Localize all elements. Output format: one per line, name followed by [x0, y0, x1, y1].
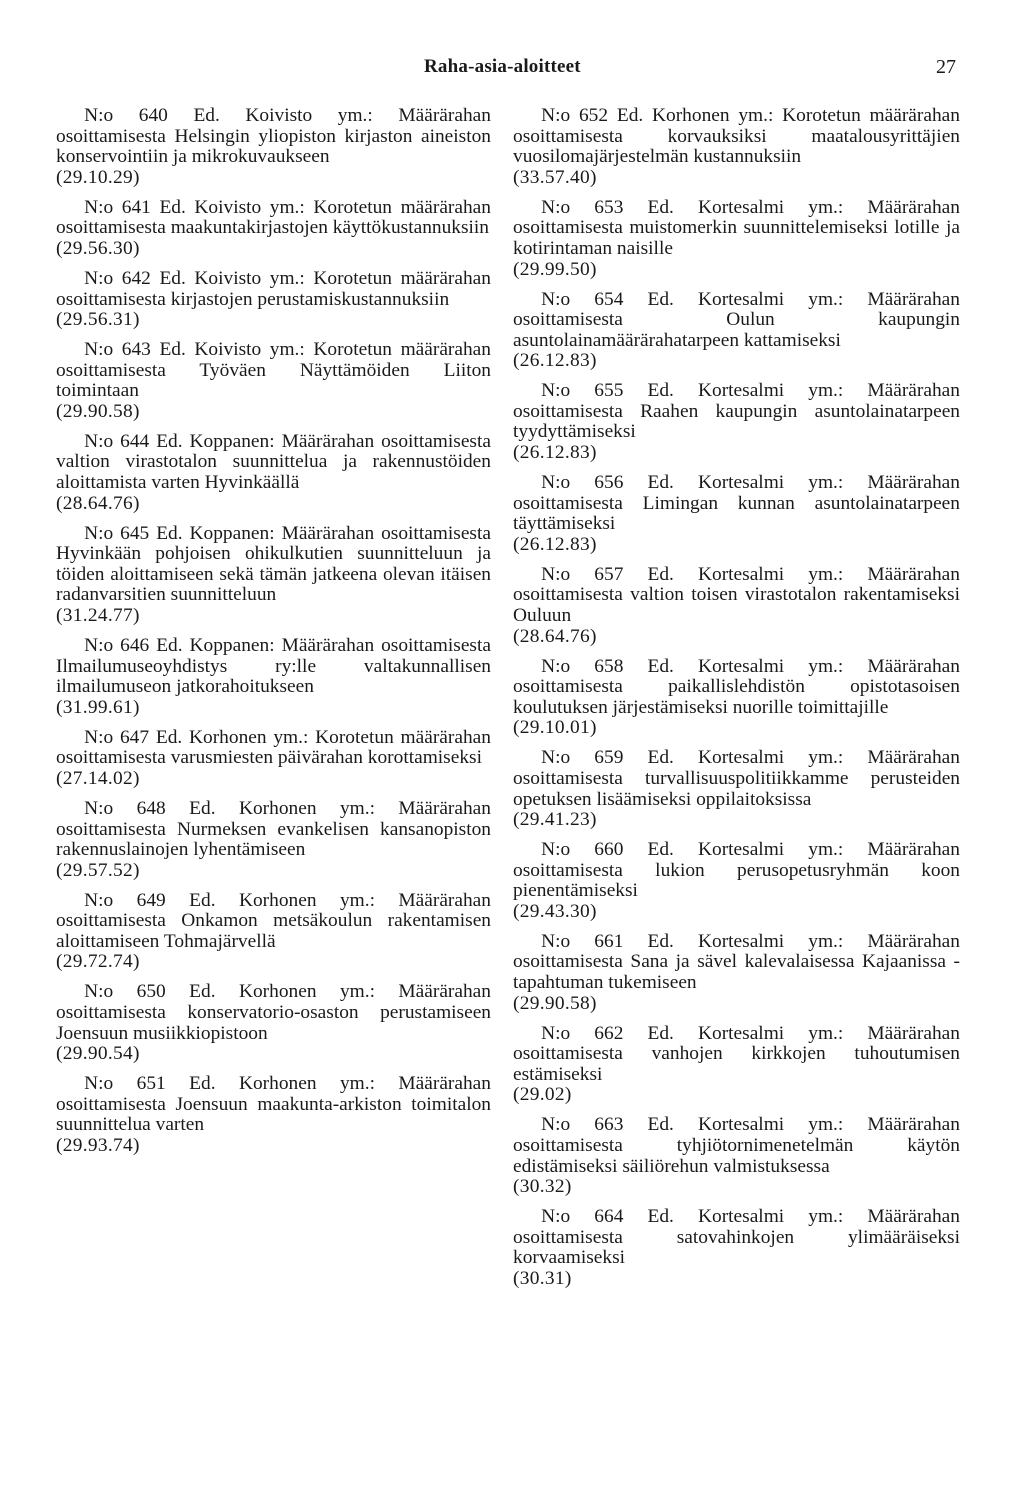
entry-text [56, 106, 491, 168]
entry-title: Määrärahan osoittamisesta Limingan kunnan asuntolainatarpeen täyttämiseksi [513, 472, 960, 535]
initiative-entry [56, 524, 491, 627]
entry-title: Korotetun määrärahan osoittamisesta korvauksiksi maatalousyrittäjien vuosilomajärjestelmän kustannuksiin [513, 105, 960, 168]
entry-title: Määrärahan osoittamisesta Oulun kaupungin asuntolainamäärärahatarpeen kattamiseksi [513, 288, 960, 351]
entry-code: (29.56.31) [56, 309, 140, 331]
entry-text [513, 565, 960, 627]
initiative-entry [513, 290, 960, 372]
entry-code: (30.32) [513, 1176, 572, 1198]
entry-text [56, 269, 491, 310]
entry-number: N:o 659 [541, 747, 624, 769]
entry-author: Ed. Koppanen: [156, 522, 275, 544]
entry-number: N:o 644 [84, 430, 150, 452]
entry-author: Ed. Kortesalmi ym.: [647, 288, 844, 310]
entry-title: Määrärahan osoittamisesta satovahinkojen ylimääräiseksi korvaamiseksi [513, 1206, 960, 1269]
entry-title: Määrärahan osoittamisesta Hyvinkään pohjoisen ohikulkutien suunnitteluun ja töiden aloittamiseen sekä tämän jatkeena olevan itäisen radanvarsitien suunnitteluun [56, 522, 491, 606]
entry-code: (29.99.50) [513, 258, 597, 280]
entry-text [56, 340, 491, 402]
initiative-entry [513, 1024, 960, 1106]
entry-text [56, 891, 491, 953]
entry-number: N:o 656 [541, 472, 624, 494]
entry-text [513, 473, 960, 535]
entry-author: Ed. Koppanen: [156, 635, 275, 656]
entry-title: Määrärahan osoittamisesta vanhojen kirkkojen tuhoutumisen estämiseksi [513, 1022, 960, 1085]
entry-title: Määrärahan osoittamisesta valtion virastotalon suunnittelua ja rakennustöiden aloittamista varten Hyvinkäällä [56, 430, 491, 494]
entry-author: Ed. Korhonen ym.: [189, 797, 375, 819]
initiative-entry [56, 728, 491, 790]
entry-text [513, 840, 960, 902]
initiative-entry [513, 657, 960, 739]
initiative-entry [513, 748, 960, 830]
entry-code: (29.41.23) [513, 809, 597, 831]
entry-author: Ed. Kortesalmi ym.: [647, 1022, 844, 1044]
entry-author: Ed. Kortesalmi ym.: [647, 655, 844, 677]
entry-text [513, 290, 960, 352]
entry-code: (29.93.74) [56, 1135, 140, 1157]
entry-title: Korotetun määrärahan osoittamisesta varusmiesten päivärahan korottamiseksi [56, 726, 491, 769]
entry-title: Määrärahan osoittamisesta Helsingin yliopiston kirjaston aineiston konservointiin ja mikrokuvaukseen [56, 105, 491, 168]
entry-author: Ed. Korhonen ym.: [189, 889, 375, 911]
entry-code: (29.56.30) [56, 237, 140, 259]
entry-text [56, 524, 491, 606]
entry-code: (31.99.61) [56, 696, 140, 718]
entry-number: N:o 654 [541, 288, 624, 310]
entry-author: Ed. Korhonen ym.: [155, 726, 309, 748]
entry-author: Ed. Koppanen: [156, 430, 275, 452]
entry-number: N:o 648 [84, 797, 166, 819]
entry-number: N:o 658 [541, 655, 624, 677]
entry-title: Määrärahan osoittamisesta Sana ja sävel kalevalaisessa Kajaanissa -tapahtuman tukemiseen [513, 930, 960, 994]
entry-title: Määrärahan osoittamisesta konservatorio-osaston perustamiseen Joensuun musiikkiopistoon [56, 981, 491, 1044]
entry-number: N:o 657 [541, 563, 624, 585]
entry-author: Ed. Kortesalmi ym.: [647, 930, 844, 952]
entry-title: Määrärahan osoittamisesta Joensuun maakunta-arkiston toimitalon suunnittelua varten [56, 1073, 491, 1136]
entry-code: (29.02) [513, 1084, 572, 1106]
entry-author: Ed. Kortesalmi ym.: [647, 380, 844, 402]
entry-title: Korotetun määrärahan osoittamisesta kirjastojen perustamiskustannuksiin [56, 267, 491, 310]
initiative-entry [513, 198, 960, 280]
running-header [0, 56, 1024, 86]
entry-text [513, 657, 960, 719]
entry-text [513, 381, 960, 443]
entry-title: Määrärahan osoittamisesta Onkamon metsäkoulun rakentamisen aloittamiseen Tohmajärvellä [56, 889, 491, 952]
entry-number: N:o 642 [84, 267, 151, 289]
entry-author: Ed. Kortesalmi ym.: [647, 747, 844, 769]
entry-code: (29.90.58) [56, 400, 140, 422]
entry-author: Ed. Kortesalmi ym.: [647, 472, 844, 494]
entry-title: Määrärahan osoittamisesta paikallislehdistön opistotasoisen koulutuksen järjestämiseksi nuorille toimittajille [513, 655, 960, 718]
entry-number: N:o 651 [84, 1073, 166, 1095]
entry-author: Ed. Kortesalmi ym.: [647, 1114, 844, 1136]
initiative-entry [56, 982, 491, 1064]
entry-author: Ed. Kortesalmi ym.: [647, 196, 844, 218]
entry-text [513, 1115, 960, 1177]
entry-title: Määrärahan osoittamisesta tyhjiötornimenetelmän käytön edistämiseksi säiliörehun valmistuksessa [513, 1114, 960, 1177]
entry-title: Määrärahan osoittamisesta Raahen kaupungin asuntolainatarpeen tyydyttämiseksi [513, 380, 960, 443]
initiative-entry [56, 106, 491, 188]
initiative-entry [513, 840, 960, 922]
entry-code: (28.64.76) [56, 492, 140, 514]
entry-number: N:o 660 [541, 839, 624, 861]
entry-author: Ed. Korhonen ym.: [616, 105, 774, 126]
entry-title: Korotetun määrärahan osoittamisesta Työväen Näyttämöiden Liiton toimintaan [56, 339, 491, 402]
initiative-entry [56, 432, 491, 514]
entry-author: Ed. Kortesalmi ym.: [647, 563, 844, 585]
initiative-entry [513, 1115, 960, 1197]
entry-number: N:o 662 [541, 1022, 624, 1044]
initiative-entry [513, 565, 960, 647]
entry-author: Ed. Korhonen ym.: [189, 1073, 375, 1095]
entry-code: (28.64.76) [513, 625, 597, 647]
entry-text [513, 1024, 960, 1086]
entry-code: (26.12.83) [513, 442, 597, 464]
entry-code: (29.10.29) [56, 166, 140, 188]
entry-code: (33.57.40) [513, 166, 597, 188]
entry-text [513, 198, 960, 260]
entry-text [56, 982, 491, 1044]
entry-text [513, 1207, 960, 1269]
initiative-entry [513, 106, 960, 188]
entry-title: Määrärahan osoittamisesta Ilmailumuseoyhdistys ry:lle valtakunnallisen ilmailumuseon jatkorahoitukseen [56, 635, 491, 698]
initiative-entry [513, 1207, 960, 1289]
initiative-entry [56, 340, 491, 422]
entry-code: (26.12.83) [513, 350, 597, 372]
entry-number: N:o 641 [84, 196, 151, 218]
entry-number: N:o 650 [84, 981, 166, 1003]
entry-title: Korotetun määrärahan osoittamisesta maakuntakirjastojen käyttökustannuksiin [56, 196, 491, 239]
running-title: Raha-asia-aloitteet [424, 56, 581, 77]
entry-author: Ed. Koivisto ym.: [159, 267, 305, 289]
entry-title: Määrärahan osoittamisesta muistomerkin suunnittelemiseksi lotille ja kotirintaman naisille [513, 196, 960, 259]
entry-number: N:o 647 [84, 726, 150, 748]
entry-author: Ed. Koivisto ym.: [193, 105, 373, 126]
entry-text [56, 799, 491, 861]
entry-title: Määrärahan osoittamisesta lukion perusopetusryhmän koon pienentämiseksi [513, 839, 960, 902]
entry-text [513, 106, 960, 168]
entry-author: Ed. Koivisto ym.: [159, 339, 305, 361]
entry-number: N:o 661 [541, 930, 624, 952]
initiative-entry [56, 799, 491, 881]
initiative-entry [56, 198, 491, 260]
entry-number: N:o 655 [541, 380, 624, 402]
initiative-entry [513, 932, 960, 1014]
entry-author: Ed. Kortesalmi ym.: [647, 1206, 844, 1228]
entry-code: (29.10.01) [513, 717, 597, 739]
entry-number: N:o 645 [84, 522, 150, 544]
entry-text [56, 198, 491, 239]
entry-text [56, 432, 491, 494]
initiative-entry [513, 381, 960, 463]
entry-text [56, 636, 491, 698]
entry-number: N:o 652 [541, 105, 609, 126]
initiative-entry [56, 636, 491, 718]
entry-code: (29.72.74) [56, 951, 140, 973]
entry-number: N:o 640 [84, 105, 168, 126]
entry-number: N:o 643 [84, 339, 151, 361]
right-column [513, 106, 960, 1299]
entry-number: N:o 653 [541, 196, 624, 218]
entry-code: (30.31) [513, 1267, 572, 1289]
entry-text [513, 932, 960, 994]
initiative-entry [56, 891, 491, 973]
entry-code: (29.57.52) [56, 859, 140, 881]
entry-code: (29.90.58) [513, 992, 597, 1014]
entry-number: N:o 646 [84, 635, 150, 656]
initiative-entry [513, 473, 960, 555]
entry-title: Määrärahan osoittamisesta valtion toisen virastotalon rakentamiseksi Ouluun [513, 563, 960, 627]
entry-number: N:o 663 [541, 1114, 624, 1136]
entry-title: Määrärahan osoittamisesta turvallisuuspolitiikkamme perusteiden opetuksen lisäämiseksi oppilaitoksissa [513, 747, 960, 810]
entry-author: Ed. Korhonen ym.: [189, 981, 375, 1003]
entry-code: (27.14.02) [56, 767, 140, 789]
page-number: 27 [936, 56, 956, 78]
entry-code: (29.90.54) [56, 1043, 140, 1065]
entry-number: N:o 649 [84, 889, 166, 911]
entry-code: (29.43.30) [513, 900, 597, 922]
left-column [56, 106, 491, 1166]
entry-text [56, 728, 491, 769]
entry-text [513, 748, 960, 810]
initiative-entry [56, 269, 491, 331]
initiative-entry [56, 1074, 491, 1156]
entry-number: N:o 664 [541, 1206, 624, 1228]
entry-title: Määrärahan osoittamisesta Nurmeksen evankelisen kansanopiston rakennuslainojen lyhentämiseen [56, 797, 491, 861]
entry-author: Ed. Koivisto ym.: [159, 196, 305, 218]
entry-code: (31.24.77) [56, 605, 140, 627]
entry-author: Ed. Kortesalmi ym.: [647, 839, 844, 861]
entry-text [56, 1074, 491, 1136]
entry-code: (26.12.83) [513, 533, 597, 555]
